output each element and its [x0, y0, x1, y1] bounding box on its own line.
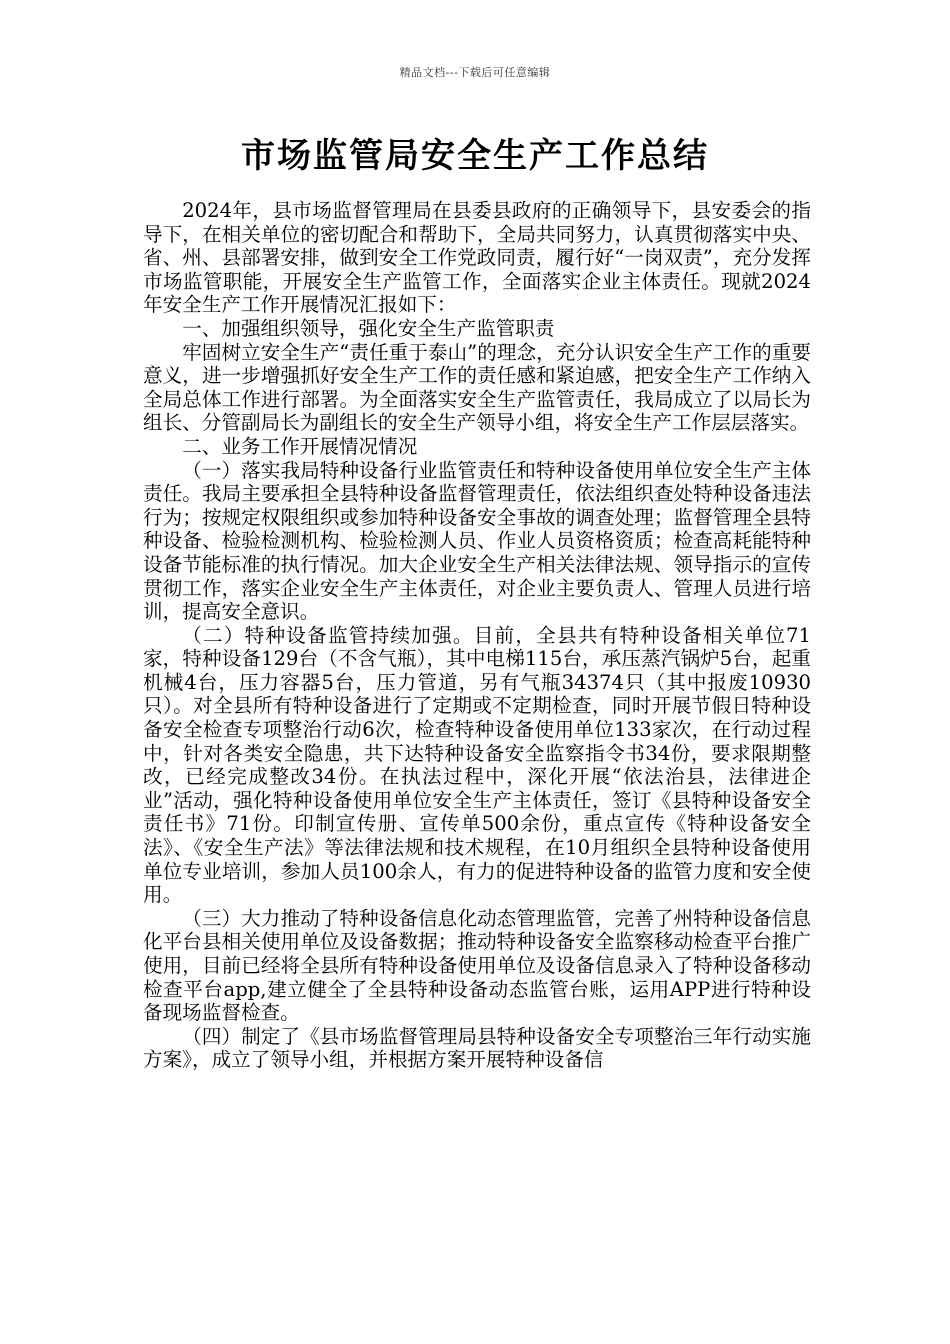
section-heading-1: 一、加强组织领导，强化安全生产监管职责	[182, 316, 555, 340]
section-heading-2: 二、业务工作开展情况情况	[182, 434, 418, 458]
paragraph-item-3: （三）大力推动了特种设备信息化动态管理监管，完善了州特种设备信息化平台县相关使用单位及设备数据；推动特种设备安全监察移动检查平台推广使用，目前已经将全县所有特种设备使用单位及设备信息录入了特种设备移动检查平台app,建立健全了全县特种设备动态监管台账，运用APP进行特种设备现场监督检查。	[143, 906, 811, 1025]
paragraph-item-1: （一）落实我局特种设备行业监管责任和特种设备使用单位安全生产主体责任。我局主要承担全县特种设备监督管理责任，依法组织查处特种设备违法行为；按规定权限组织或参加特种设备安全事故的调查处理；监督管理全县特种设备、检验检测机构、检验检测人员、作业人员资格资质；检查高耗能特种设备节能标准的执行情况。加大企业安全生产相关法律法规、领导指示的宣传贯彻工作，落实企业安全生产主体责任，对企业主要负责人、管理人员进行培训，提高安全意识。	[143, 458, 811, 624]
document-title: 市场监管局安全生产工作总结	[241, 136, 709, 176]
paragraph-item-2: （二）特种设备监管持续加强。目前，全县共有特种设备相关单位71家，特种设备129台（不含气瓶），其中电梯115台，承压蒸汽锅炉5台，起重机械4台，压力容器5台，压力管道，另有气瓶34374只（其中报废10930只）。对全县所有特种设备进行了定期或不定期检查，同时开展节假日特种设备安全检查专项整治行动6次，检查特种设备使用单位133家次，在行动过程中，针对各类安全隐患，共下达特种设备安全监察指令书34份，要求限期整改，已经完成整改34份。在执法过程中，深化开展“依法治县，法律进企业”活动，强化特种设备使用单位安全生产主体责任，签订《县特种设备安全责任书》71份。印制宣传册、宣传单500余份，重点宣传《特种设备安全法》、《安全生产法》等法律法规和技术规程，在10月组织全县特种设备使用单位专业培训，参加人员100余人，有力的促进特种设备的监管力度和安全使用。	[143, 623, 811, 907]
paragraph-section-1: 牢固树立安全生产“责任重于泰山”的理念，充分认识安全生产工作的重要意义，进一步增强抓好安全生产工作的责任感和紧迫感，把安全生产工作纳入全局总体工作进行部署。为全面落实安全生产监管责任，我局成立了以局长为组长、分管副局长为副组长的安全生产领导小组，将安全生产工作层层落实。	[143, 340, 811, 435]
document-body	[143, 199, 811, 1072]
header-note: 精品文档---下载后可任意编辑	[399, 66, 551, 79]
paragraph-intro: 2024年，县市场监督管理局在县委县政府的正确领导下，县安委会的指导下，在相关单位的密切配合和帮助下，全局共同努力，认真贯彻落实中央、省、州、县部署安排，做到安全工作党政同责，履行好“一岗双责”，充分发挥市场监管职能，开展安全生产监管工作，全面落实企业主体责任。现就2024年安全生产工作开展情况汇报如下：	[143, 199, 811, 317]
paragraph-item-4: （四）制定了《县市场监督管理局县特种设备安全专项整治三年行动实施方案》，成立了领导小组，并根据方案开展特种设备信	[143, 1024, 811, 1072]
